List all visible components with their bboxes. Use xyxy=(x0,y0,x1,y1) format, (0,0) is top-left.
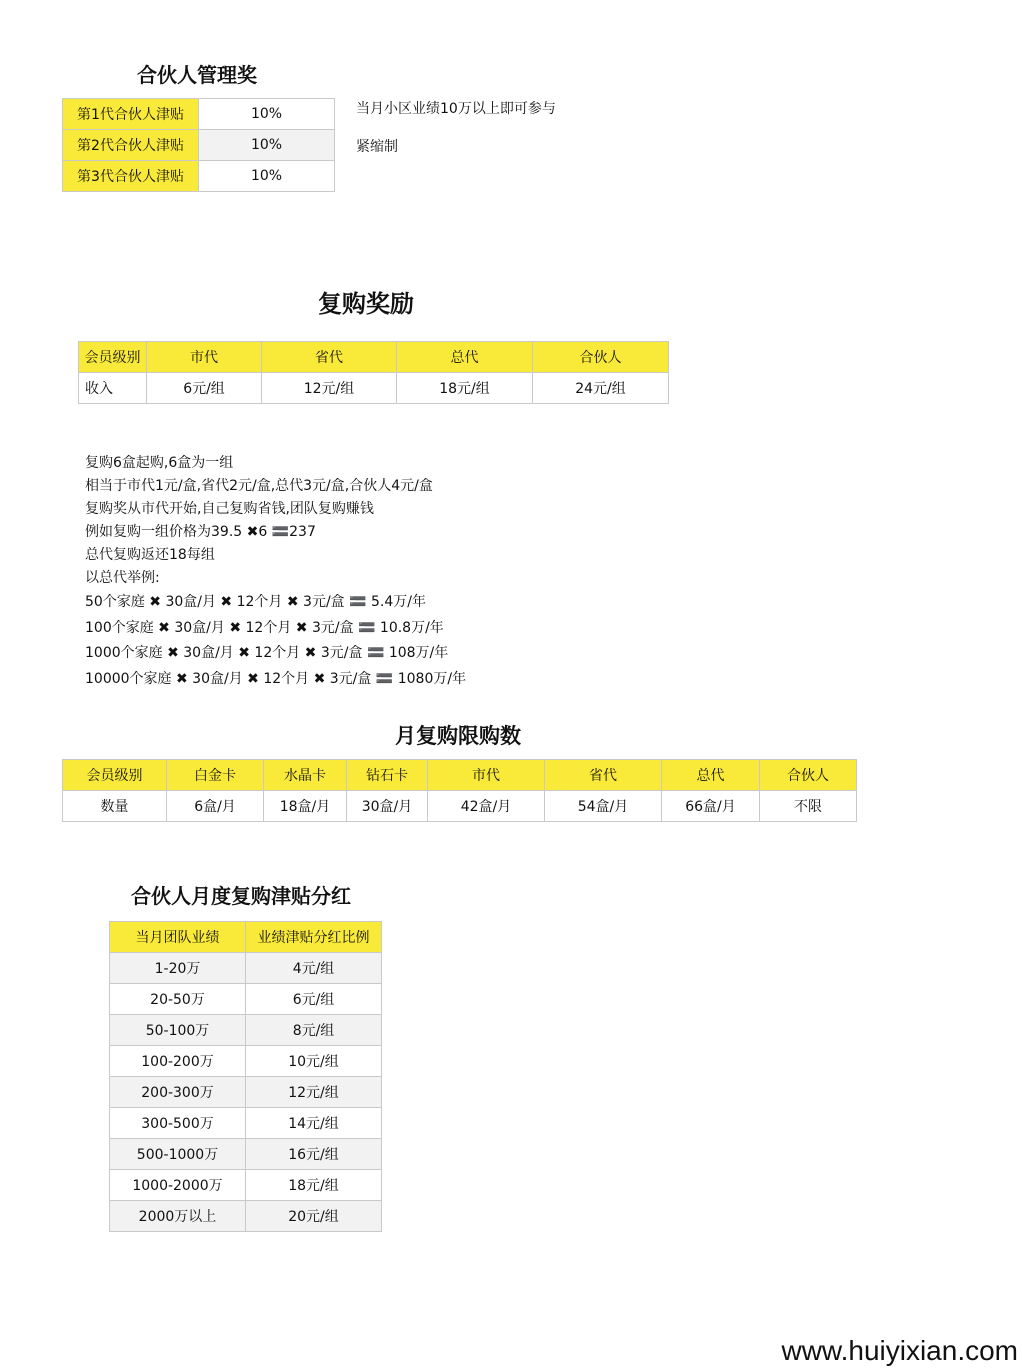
header-cell: 钻石卡 xyxy=(347,760,428,791)
limit-cell: 42盒/月 xyxy=(428,791,545,822)
generation-rate: 10% xyxy=(199,99,335,130)
generation-label: 第3代合伙人津贴 xyxy=(63,161,199,192)
table-row xyxy=(110,1201,382,1232)
table-header-row xyxy=(110,922,382,953)
header-cell: 当月团队业绩 xyxy=(110,922,246,953)
income-cell: 12元/组 xyxy=(262,373,397,404)
limit-cell: 6盒/月 xyxy=(167,791,264,822)
dividend-amount: 10元/组 xyxy=(246,1046,382,1077)
dividend-amount: 14元/组 xyxy=(246,1108,382,1139)
watermark-url: www.huiyixian.com xyxy=(781,1335,1018,1366)
performance-range: 2000万以上 xyxy=(110,1201,246,1232)
example-line: 50个家庭 ✖ 30盒/月 ✖ 12个月 ✖ 3元/盒 🟰 5.4万/年 xyxy=(85,594,426,610)
repurchase-reward-title: 复购奖励 xyxy=(318,290,414,318)
income-cell: 24元/组 xyxy=(533,373,669,404)
table-header-row xyxy=(79,342,669,373)
dividend-amount: 6元/组 xyxy=(246,984,382,1015)
header-cell: 合伙人 xyxy=(533,342,669,373)
table-row xyxy=(63,791,857,822)
income-cell: 18元/组 xyxy=(397,373,533,404)
header-cell: 市代 xyxy=(147,342,262,373)
dividend-amount: 16元/组 xyxy=(246,1139,382,1170)
monthly-limit-table xyxy=(62,759,857,822)
dividend-amount: 8元/组 xyxy=(246,1015,382,1046)
header-cell: 会员级别 xyxy=(79,342,147,373)
table-row xyxy=(110,1108,382,1139)
table-row xyxy=(110,1015,382,1046)
compression-note: 紧缩制 xyxy=(356,139,398,155)
header-cell: 市代 xyxy=(428,760,545,791)
header-cell: 白金卡 xyxy=(167,760,264,791)
header-cell: 会员级别 xyxy=(63,760,167,791)
example-line: 10000个家庭 ✖ 30盒/月 ✖ 12个月 ✖ 3元/盒 🟰 1080万/年 xyxy=(85,670,467,687)
explanation-line: 例如复购一组价格为39.5 ✖6 🟰237 xyxy=(85,524,316,540)
header-cell: 省代 xyxy=(545,760,662,791)
explanation-line: 复购奖从市代开始,自己复购省钱,团队复购赚钱 xyxy=(85,501,374,517)
row-label: 收入 xyxy=(79,373,147,404)
limit-cell: 66盒/月 xyxy=(662,791,760,822)
performance-range: 20-50万 xyxy=(110,984,246,1015)
example-line: 1000个家庭 ✖ 30盒/月 ✖ 12个月 ✖ 3元/盒 🟰 108万/年 xyxy=(85,645,449,661)
dividend-amount: 4元/组 xyxy=(246,953,382,984)
table-row xyxy=(110,1077,382,1108)
performance-range: 100-200万 xyxy=(110,1046,246,1077)
performance-range: 500-1000万 xyxy=(110,1139,246,1170)
performance-range: 300-500万 xyxy=(110,1108,246,1139)
monthly-limit-title: 月复购限购数 xyxy=(395,724,521,748)
table-row xyxy=(63,161,335,192)
table-row xyxy=(110,984,382,1015)
header-cell: 总代 xyxy=(662,760,760,791)
partner-management-table xyxy=(62,98,335,192)
example-line: 100个家庭 ✖ 30盒/月 ✖ 12个月 ✖ 3元/盒 🟰 10.8万/年 xyxy=(85,619,444,636)
table-row xyxy=(110,1170,382,1201)
performance-range: 1-20万 xyxy=(110,953,246,984)
explanation-line: 复购6盒起购,6盒为一组 xyxy=(85,455,234,471)
repurchase-explanation xyxy=(85,452,466,692)
limit-cell: 不限 xyxy=(760,791,857,822)
table-row xyxy=(110,953,382,984)
explanation-line: 相当于市代1元/盒,省代2元/盒,总代3元/盒,合伙人4元/盒 xyxy=(85,478,433,494)
generation-label: 第1代合伙人津贴 xyxy=(63,99,199,130)
generation-label: 第2代合伙人津贴 xyxy=(63,130,199,161)
table-row xyxy=(110,1139,382,1170)
generation-rate: 10% xyxy=(199,161,335,192)
eligibility-note: 当月小区业绩10万以上即可参与 xyxy=(356,101,556,117)
partner-dividend-table xyxy=(109,921,382,1232)
header-cell: 总代 xyxy=(397,342,533,373)
header-cell: 合伙人 xyxy=(760,760,857,791)
partner-management-title: 合伙人管理奖 xyxy=(137,63,257,87)
partner-dividend-title: 合伙人月度复购津贴分红 xyxy=(131,884,351,908)
header-cell: 水晶卡 xyxy=(264,760,347,791)
performance-range: 1000-2000万 xyxy=(110,1170,246,1201)
table-row xyxy=(63,130,335,161)
header-cell: 业绩津贴分红比例 xyxy=(246,922,382,953)
dividend-amount: 12元/组 xyxy=(246,1077,382,1108)
explanation-line: 以总代举例: xyxy=(85,570,160,586)
explanation-line: 总代复购返还18每组 xyxy=(85,547,215,563)
dividend-amount: 20元/组 xyxy=(246,1201,382,1232)
performance-range: 200-300万 xyxy=(110,1077,246,1108)
row-label: 数量 xyxy=(63,791,167,822)
limit-cell: 30盒/月 xyxy=(347,791,428,822)
limit-cell: 18盒/月 xyxy=(264,791,347,822)
limit-cell: 54盒/月 xyxy=(545,791,662,822)
header-cell: 省代 xyxy=(262,342,397,373)
generation-rate: 10% xyxy=(199,130,335,161)
repurchase-reward-table xyxy=(78,341,669,404)
table-row xyxy=(79,373,669,404)
table-header-row xyxy=(63,760,857,791)
table-row xyxy=(110,1046,382,1077)
table-row xyxy=(63,99,335,130)
performance-range: 50-100万 xyxy=(110,1015,246,1046)
dividend-amount: 18元/组 xyxy=(246,1170,382,1201)
income-cell: 6元/组 xyxy=(147,373,262,404)
